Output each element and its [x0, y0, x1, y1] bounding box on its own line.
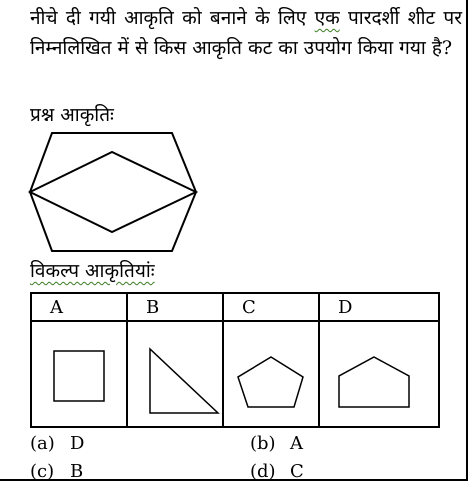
answer-number: (d)	[250, 461, 276, 482]
answer-choice-c[interactable]	[30, 458, 83, 486]
option-letter-b: B	[127, 293, 223, 321]
option-figure-pentagon	[226, 329, 316, 419]
answer-row	[30, 430, 450, 458]
options-figure-row	[31, 321, 439, 427]
options-header-row	[31, 293, 439, 321]
option-letter-c: C	[223, 293, 319, 321]
option-cell-c	[223, 321, 319, 427]
options-table	[30, 292, 440, 428]
answer-choices	[30, 430, 450, 486]
option-cell-a	[31, 321, 127, 427]
question-figure-hexagon	[30, 133, 196, 251]
answer-value: A	[290, 433, 303, 454]
option-cell-b	[127, 321, 223, 427]
option-letter-d: D	[319, 293, 439, 321]
question-text-prefix: नीचे दी गयी आकृति को बनाने के लिए	[30, 7, 315, 29]
answer-value: C	[290, 461, 304, 482]
question-text-highlight: एक	[314, 7, 340, 29]
answer-choice-b[interactable]	[250, 430, 303, 458]
option-figure-square	[34, 329, 124, 419]
answer-choice-d[interactable]	[250, 458, 304, 486]
question-text	[30, 3, 462, 63]
option-figure-triangle	[130, 329, 220, 419]
option-figure-house	[324, 329, 434, 419]
answer-row	[30, 458, 450, 486]
answer-choice-a[interactable]	[30, 430, 84, 458]
options-label: विकल्प आकृतियांः	[30, 260, 155, 282]
answer-number: (b)	[250, 433, 276, 454]
answer-number: (c)	[30, 461, 55, 482]
option-letter-a: A	[31, 293, 127, 321]
answer-value: B	[70, 461, 84, 482]
question-figure	[28, 130, 198, 254]
question-figure-rhombus	[30, 152, 196, 232]
question-figure-label: प्रश्न आकृतिः	[30, 104, 114, 126]
option-cell-d	[319, 321, 439, 427]
answer-value: D	[70, 433, 85, 454]
question-text-suffix: पारदर्शी शीट पर निम्नलिखित में से किस आकृति कट का उपयोग किया गया है?	[30, 7, 462, 59]
answer-number: (a)	[30, 433, 55, 454]
